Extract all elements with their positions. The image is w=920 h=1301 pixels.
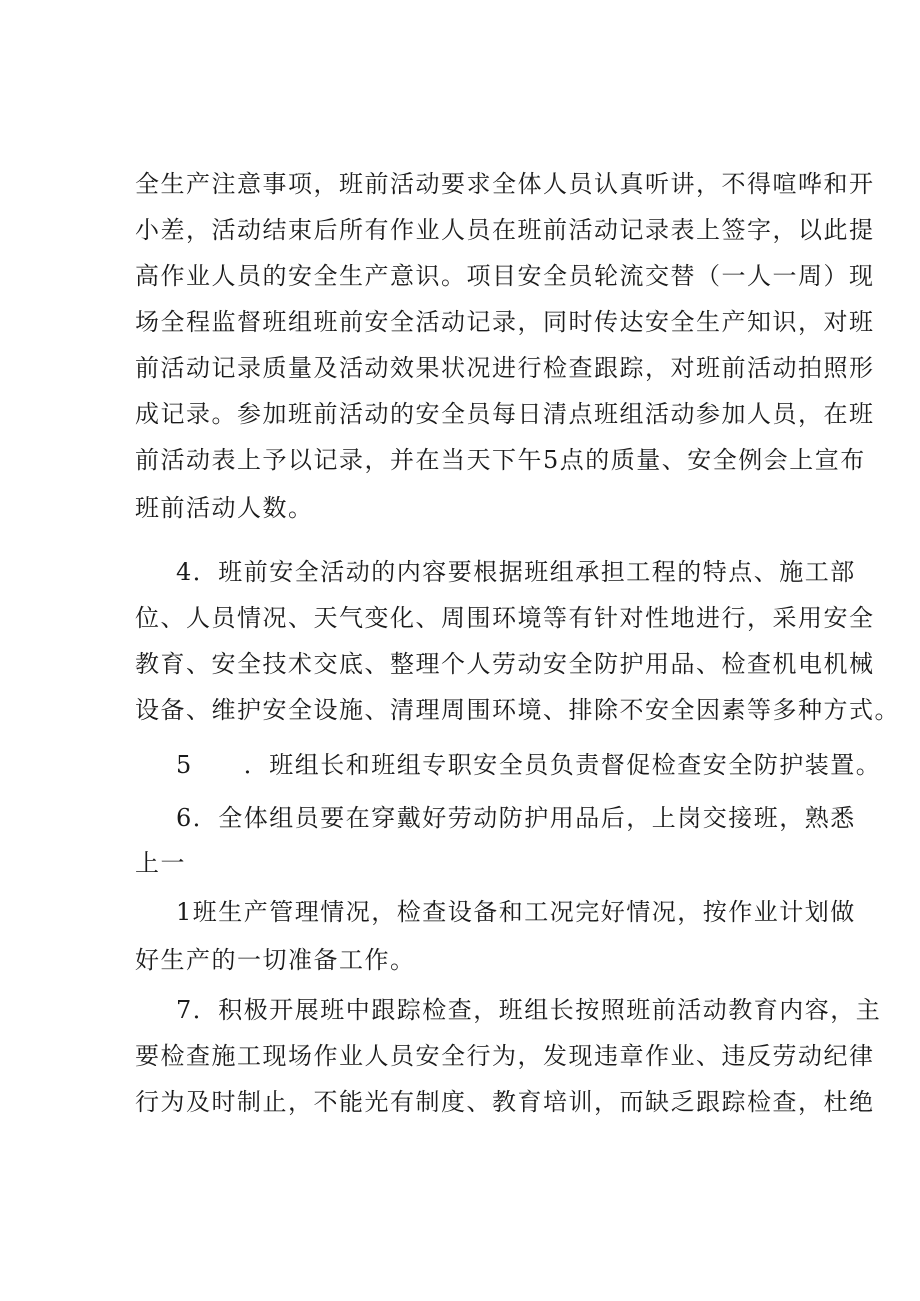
text-line: 设备、维护安全设施、清理周围环境、排除不安全因素等多种方式。 xyxy=(135,696,900,724)
text-line: 1班生产管理情况，检查设备和工况完好情况，按作业计划做 xyxy=(176,898,856,926)
text-line: 班前活动人数。 xyxy=(135,494,314,522)
text-line: 成记录。参加班前活动的安全员每日清点班组活动参加人员，在班 xyxy=(135,400,875,428)
text-line: 全生产注意事项，班前活动要求全体人员认真听讲，不得喧哗和开 xyxy=(135,170,875,198)
text-line: 好生产的一切准备工作。 xyxy=(135,946,416,974)
text-line: 场全程监督班组班前安全活动记录，同时传达安全生产知识，对班 xyxy=(135,308,875,336)
text-line: 教育、安全技术交底、整理个人劳动安全防护用品、检查机电机械 xyxy=(135,650,875,678)
text-line: 高作业人员的安全生产意识。项目安全员轮流交替（一人一周）现 xyxy=(135,262,875,290)
text-line: 4．班前安全活动的内容要根据班组承担工程的特点、施工部 xyxy=(176,558,856,586)
text-line: 行为及时制止，不能光有制度、教育培训，而缺乏跟踪检查，杜绝 xyxy=(135,1088,875,1116)
text-line: 5 ．班组长和班组专职安全员负责督促检查安全防护装置。 xyxy=(176,751,882,779)
text-line: 位、人员情况、天气变化、周围环境等有针对性地进行，采用安全 xyxy=(135,604,875,632)
text-line: 前活动记录质量及活动效果状况进行检查跟踪，对班前活动拍照形 xyxy=(135,354,875,382)
text-line: 7．积极开展班中跟踪检查，班组长按照班前活动教育内容，主 xyxy=(176,996,882,1024)
text-line: 上一 xyxy=(135,849,186,877)
text-line: 要检查施工现场作业人员安全行为，发现违章作业、违反劳动纪律 xyxy=(135,1042,875,1070)
text-line: 6．全体组员要在穿戴好劳动防护用品后，上岗交接班，熟悉 xyxy=(176,804,856,832)
text-line: 前活动表上予以记录，并在当天下午5点的质量、安全例会上宣布 xyxy=(135,446,866,474)
text-line: 小差，活动结束后所有作业人员在班前活动记录表上签字，以此提 xyxy=(135,216,875,244)
